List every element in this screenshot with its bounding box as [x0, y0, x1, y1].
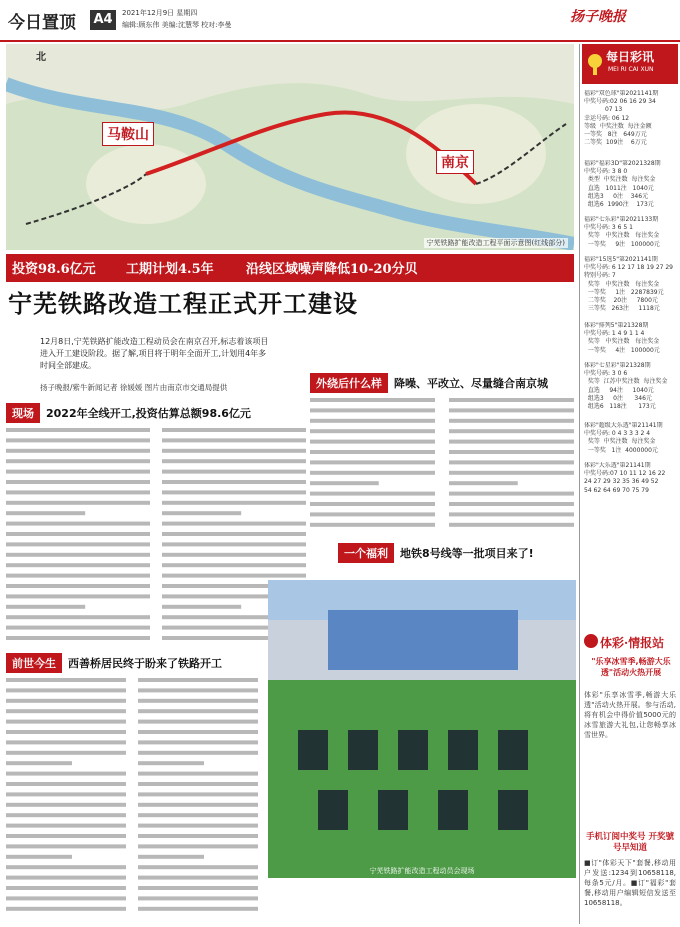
text-line: [449, 492, 574, 496]
text-line: [138, 688, 258, 692]
text-line: [162, 563, 306, 567]
text-line: [6, 574, 150, 578]
text-line: [162, 449, 306, 453]
sports-lottery-icon: [584, 634, 598, 648]
section-tag: 外绕后什么样: [310, 373, 388, 393]
north-arrow: 北: [36, 52, 46, 63]
lead-paragraph: 12月8日,宁芜铁路扩能改造工程动员会在南京召开,标志着该项目进入开工建设阶段。据了解,项目将于明年全面开工,计划用4年多时间全部建成。: [40, 337, 269, 370]
text-line: [6, 824, 126, 828]
text-line: [138, 865, 258, 869]
section-title: 地铁8号线等一批项目来了!: [400, 547, 534, 560]
text-line: [138, 792, 258, 796]
text-line: [449, 408, 574, 412]
route-map: [6, 44, 574, 250]
welfare-body-text: [268, 568, 576, 578]
mobile-subscription-headline: 手机订阅中奖号 开奖號号早知道: [586, 832, 674, 853]
text-line: [449, 429, 574, 433]
lottery-ball-icon: [586, 52, 604, 76]
text-line: [6, 594, 150, 598]
text-line: [449, 523, 574, 527]
text-line: [6, 907, 126, 911]
text-line: [162, 532, 306, 536]
afterwards-body-text: [310, 398, 576, 538]
photo-graphic: [268, 580, 576, 878]
text-line: [138, 720, 258, 724]
text-line: [138, 813, 258, 817]
history-body-text: [6, 678, 260, 924]
text-line: [6, 522, 150, 526]
banner-tag-noise: 沿线区域噪声降低10-20分贝: [246, 262, 418, 277]
sidebar-divider: [579, 44, 580, 924]
section-tag: 前世今生: [6, 653, 62, 673]
text-line: [449, 502, 574, 506]
text-line: [449, 481, 518, 485]
text-line: [138, 740, 258, 744]
text-line: [6, 501, 150, 505]
text-line: [138, 844, 258, 848]
text-line: [6, 563, 150, 567]
lottery-result: 福彩"15选5"第2021141期 中奖号码: 6 12 17 18 19 27 29 特别号码: 7 奖等 中奖注数 每注奖金 一等奖 1注 2287839元 二等奖 20注 7800元 三等奖 263注 1118元: [584, 256, 673, 313]
section-name: 今日置顶: [8, 13, 76, 33]
text-line: [310, 502, 435, 506]
text-line: [6, 480, 150, 484]
sports-promo-headline: "乐享冰雪季,畅游大乐透"活动火热开展: [591, 657, 671, 677]
text-line: [138, 886, 258, 890]
text-line: [6, 896, 126, 900]
section-tag: 一个福利: [338, 543, 394, 563]
text-line: [310, 460, 435, 464]
map-graphic: [6, 44, 574, 250]
text-line: [6, 803, 126, 807]
text-line: [6, 584, 150, 588]
text-line: [6, 782, 126, 786]
text-line: [6, 490, 150, 494]
text-line: [310, 523, 435, 527]
section-head-scene: [6, 404, 251, 422]
section-title: 2022年全线开工,投资估算总额98.6亿元: [46, 407, 251, 420]
city-label-maanshan: 马鞍山: [102, 122, 154, 146]
text-line: [310, 440, 435, 444]
text-line: [6, 553, 150, 557]
text-line: [162, 438, 306, 442]
text-line: [6, 844, 126, 848]
text-line: [6, 438, 150, 442]
text-line: [6, 876, 126, 880]
text-line: [6, 740, 126, 744]
text-line: [6, 855, 72, 859]
text-line: [449, 440, 574, 444]
scene-body-text: [6, 428, 308, 650]
banner-tag-investment: 投资98.6亿元: [12, 262, 96, 277]
text-line: [6, 615, 150, 619]
text-line: [6, 730, 126, 734]
daily-lottery-pinyin: MEI RI CAI XUN: [608, 66, 654, 73]
text-line: [162, 490, 306, 494]
text-line: [162, 459, 306, 463]
text-line: [138, 678, 258, 682]
text-line: [162, 542, 306, 546]
text-line: [6, 761, 72, 765]
text-line: [138, 772, 258, 776]
text-line: [138, 761, 204, 765]
section-head-afterwards: [310, 374, 548, 392]
text-line: [310, 492, 435, 496]
text-line: [6, 886, 126, 890]
text-line: [449, 460, 574, 464]
text-line: [138, 834, 258, 838]
text-line: [162, 553, 306, 557]
text-line: [138, 699, 258, 703]
text-line: [162, 470, 306, 474]
text-line: [138, 907, 258, 911]
lottery-result: 体彩"大乐透"第21141期 中奖号码:07 10 11 12 16 22 24 27 29 32 35 36 49 52 54 62 64 69 70 75 79: [584, 462, 666, 494]
text-line: [6, 792, 126, 796]
text-line: [162, 480, 306, 484]
text-line: [6, 449, 150, 453]
text-line: [6, 813, 126, 817]
text-line: [138, 782, 258, 786]
text-line: [6, 678, 126, 682]
text-line: [162, 605, 241, 609]
text-line: [449, 398, 574, 402]
lottery-result: 福彩"福彩3D"第2021328期 中奖号码: 3 8 0 类型 中奖注数 每注奖金 直选 1011注 1040元 组选3 0注 346元 组选6 1990注 173元: [584, 160, 661, 209]
section-title: 降噪、平改立、尽量缝合南京城: [394, 377, 548, 390]
text-line: [310, 429, 435, 433]
text-line: [6, 636, 150, 640]
text-line: [162, 522, 306, 526]
text-line: [138, 751, 258, 755]
text-line: [6, 511, 85, 515]
lottery-result: 福彩"双色球"第2021141期 中奖号码:02 06 16 29 34 07 13 幸运号码: 06 12 等级 中奖注数 每注金额 一等奖 8注 649万元 二等奖 109注 6万元: [584, 90, 659, 147]
text-line: [310, 512, 435, 516]
text-line: [449, 450, 574, 454]
text-line: [6, 428, 150, 432]
text-line: [138, 855, 204, 859]
text-line: [138, 876, 258, 880]
text-line: [310, 481, 379, 485]
byline: 扬子晚报/紫牛新闻记者 徐媛媛 图片由南京市交通局提供: [40, 383, 228, 392]
section-title: 西善桥居民终于盼来了铁路开工: [68, 657, 222, 670]
section-tag: 现场: [6, 403, 40, 423]
ceremony-photo: [268, 580, 576, 878]
page-number: A4: [90, 10, 116, 30]
text-line: [310, 398, 435, 402]
daily-lottery-title: 每日彩讯: [606, 50, 655, 64]
text-line: [162, 511, 241, 515]
section-head-history: [6, 654, 222, 672]
text-line: [138, 803, 258, 807]
page-header: [0, 0, 680, 42]
photo-caption: 宁芜铁路扩能改造工程动员会现场: [369, 867, 475, 875]
section-head-welfare: [338, 544, 534, 562]
editors-line: 编辑:顾东伟 美编:沈慧琴 校对:李曼: [122, 21, 232, 29]
lottery-sidebar: [582, 44, 678, 924]
text-line: [310, 471, 435, 475]
text-line: [6, 688, 126, 692]
sports-lottery-header: [582, 630, 678, 652]
text-line: [138, 896, 258, 900]
text-line: [310, 419, 435, 423]
text-line: [449, 512, 574, 516]
text-line: [6, 470, 150, 474]
lottery-result: 体彩"七星彩"第21328期 中奖号码: 3 0 6 奖等 江苏中奖注数 每注奖金 直选 94注 1040元 组选3 0注 346元 组选6 118注 173元: [584, 362, 668, 411]
lottery-result: 福彩"七乐彩"第2021133期 中奖号码: 3 6 5 1 奖等 中奖注数 每注奖金 一等奖 9注 100000元: [584, 216, 660, 248]
lottery-result: 体彩"超级大乐透"第21141期 中奖号码: 0 4 3 3 3 2 4 奖等 中奖注数 每注奖金 一等奖 1注 4000000元: [584, 422, 663, 454]
text-line: [310, 408, 435, 412]
text-line: [138, 730, 258, 734]
text-line: [138, 824, 258, 828]
lottery-result: 体彩"排列5"第21328期 中奖号码: 1 4 9 1 1 4 奖等 中奖注数 每注奖金 一等奖 4注 100000元: [584, 322, 660, 354]
text-line: [162, 428, 306, 432]
text-line: [6, 865, 126, 869]
newspaper-logo: 扬子晚报: [570, 9, 626, 25]
text-line: [138, 709, 258, 713]
key-figures-banner: [6, 254, 574, 282]
map-caption: 宁芜铁路扩能改造工程平面示意图(红线部分): [424, 238, 568, 248]
text-line: [449, 419, 574, 423]
mobile-subscription-body: ■订"体彩天下"套餐,移动用户发送:1234到10658118,每条5元/月。■订"福彩"套餐,移动用户编辑短信发送至10658118。: [584, 859, 676, 907]
city-label-nanjing: 南京: [436, 150, 474, 174]
text-line: [6, 626, 150, 630]
date-line: 2021年12月9日 星期四: [122, 9, 198, 17]
banner-tag-duration: 工期计划4.5年: [126, 262, 214, 277]
daily-lottery-header: [582, 44, 678, 84]
text-line: [6, 834, 126, 838]
text-line: [6, 772, 126, 776]
text-line: [6, 699, 126, 703]
text-line: [6, 751, 126, 755]
sports-lottery-title: 体彩·情报站: [600, 636, 665, 650]
text-line: [6, 605, 85, 609]
text-line: [6, 709, 126, 713]
text-line: [310, 450, 435, 454]
text-line: [6, 542, 150, 546]
sports-promo-body: 体彩"乐享冰雪季,畅游大乐透"活动火热开展。参与活动,将有机会中得价值5000元的冰雪旅游大礼包,让您畅享冰雪世界。: [584, 691, 676, 739]
text-line: [6, 532, 150, 536]
text-line: [162, 501, 306, 505]
text-line: [6, 459, 150, 463]
text-line: [6, 720, 126, 724]
headline: 宁芜铁路改造工程正式开工建设: [8, 289, 358, 318]
text-line: [449, 471, 574, 475]
